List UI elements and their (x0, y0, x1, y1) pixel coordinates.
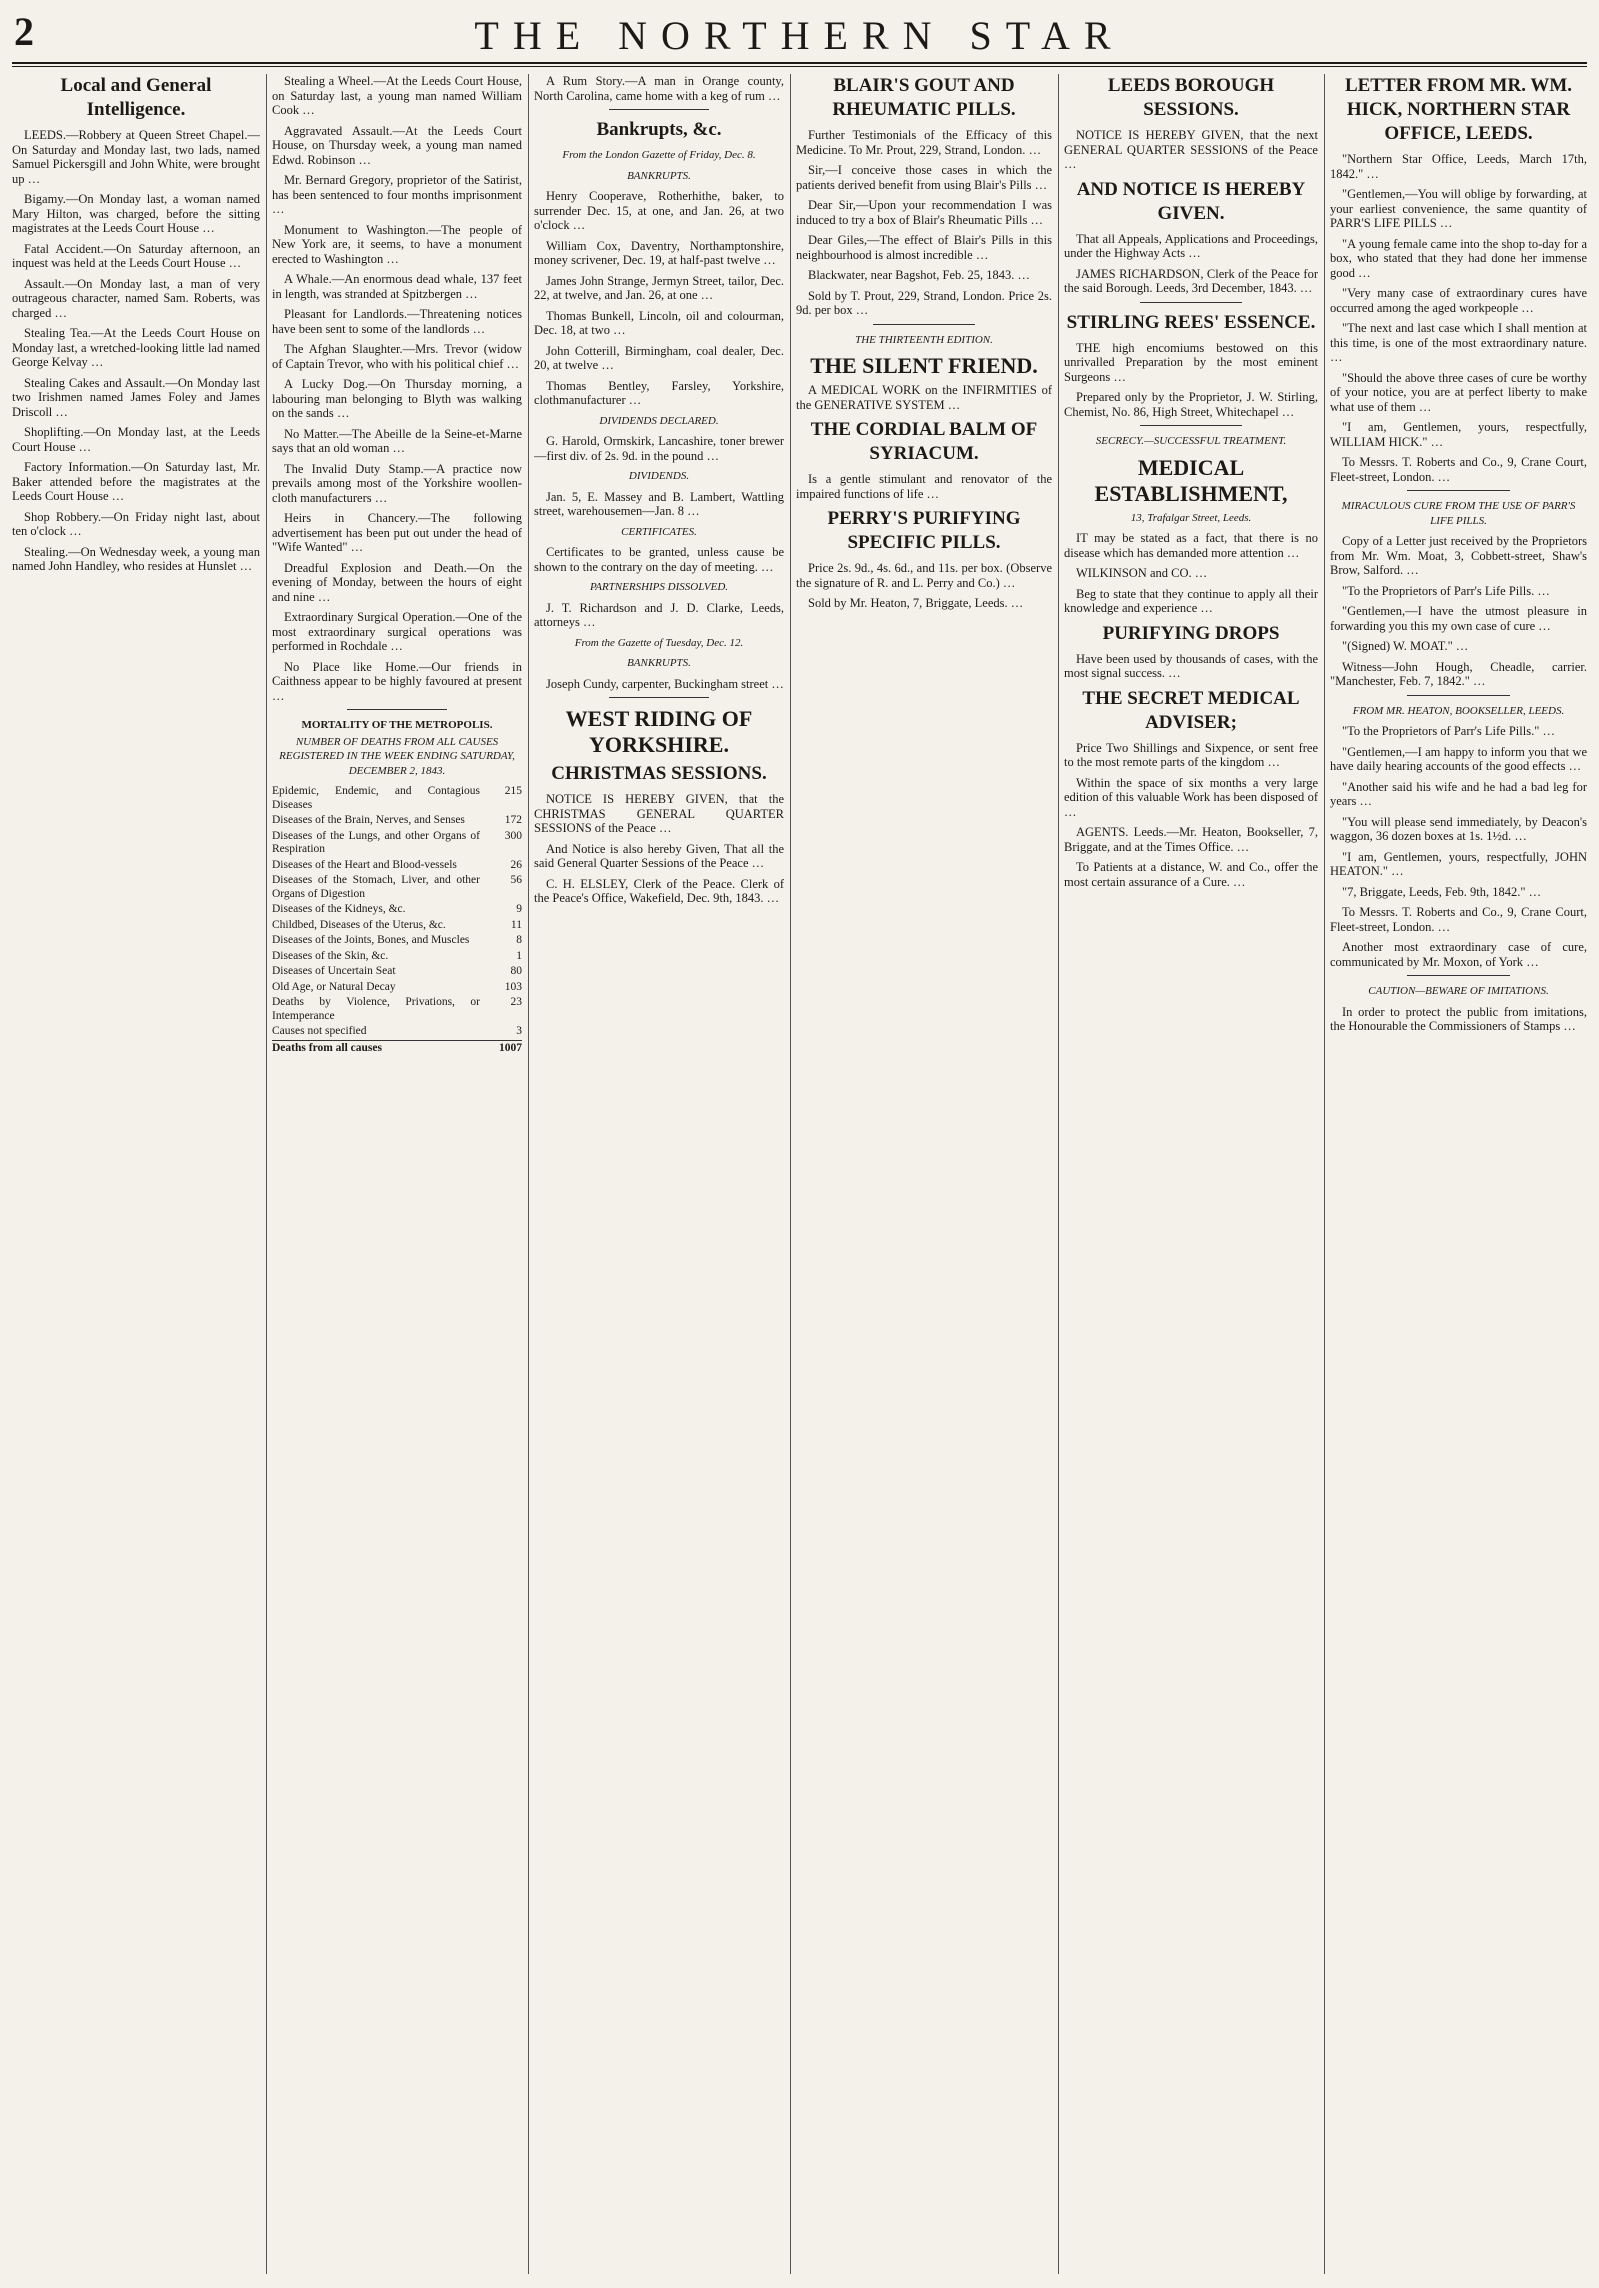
section-divider (1407, 490, 1510, 491)
section-divider (609, 109, 709, 110)
article-paragraph: Joseph Cundy, carpenter, Buckingham street … (534, 677, 784, 692)
count-cell: 9 (516, 903, 522, 915)
article-paragraph: "To the Proprietors of Parr's Life Pills. … (1330, 584, 1587, 599)
table-row (272, 995, 522, 1024)
article-paragraph: Bigamy.—On Monday last, a woman named Mary Hilton, was charged, before the sitting magistrates at the Leeds Court House … (12, 192, 260, 236)
cause-cell: Diseases of the Stomach, Liver, and other Organs of Digestion (272, 874, 480, 900)
table-row (272, 918, 522, 934)
article-paragraph: No Matter.—The Abeille de la Seine-et-Marne says that an old woman … (272, 427, 522, 456)
count-cell: 300 (504, 829, 522, 842)
page-number: 2 (14, 9, 34, 54)
subheading: From the Gazette of Tuesday, Dec. 12. (574, 636, 744, 649)
article-paragraph: To Messrs. T. Roberts and Co., 9, Crane Court, Fleet-street, London. … (1330, 905, 1587, 934)
mortality-caption: NUMBER OF DEATHS FROM ALL CAUSES REGISTERED IN THE WEEK ENDING SATURDAY, DECEMBER 2, 1843. (279, 735, 515, 777)
article-paragraph: Heirs in Chancery.—The following advertisement has been put out under the head of "Wife Wanted" … (272, 511, 522, 555)
table-row (272, 964, 522, 980)
article-paragraph: Beg to state that they continue to apply all their knowledge and experience … (1064, 587, 1318, 616)
table-row (272, 1024, 522, 1040)
article-paragraph: "Another said his wife and he had a bad leg for years … (1330, 780, 1587, 809)
table-row (272, 813, 522, 829)
article-paragraph: William Cox, Daventry, Northamptonshire, money scrivener, Dec. 19, at half-past twelve … (534, 239, 784, 268)
section-heading: BLAIR'S GOUT AND RHEUMATIC PILLS. (832, 75, 1016, 120)
table-row (272, 949, 522, 965)
subheading: From the London Gazette of Friday, Dec. 8. (562, 149, 756, 161)
section-divider (1407, 975, 1510, 976)
article-paragraph: JAMES RICHARDSON, Clerk of the Peace for the said Borough. Leeds, 3rd December, 1843. … (1064, 267, 1318, 296)
article-paragraph: Monument to Washington.—The people of New York are, it seems, to have a monument erected to Washington … (272, 223, 522, 267)
table-row (272, 829, 522, 858)
count-cell: 56 (510, 874, 522, 886)
column-2 (272, 74, 522, 2274)
subheading: DIVIDENDS. (628, 470, 690, 482)
article-paragraph: John Cotterill, Birmingham, coal dealer, Dec. 20, at twelve … (534, 344, 784, 373)
column-divider (528, 74, 529, 2274)
article-paragraph: The Invalid Duty Stamp.—A practice now prevails among most of the Yorkshire woollen-cloth manufacturers … (272, 462, 522, 506)
article-paragraph: Jan. 5, E. Massey and B. Lambert, Wattling street, warehousemen—Jan. 8 … (534, 490, 784, 519)
article-paragraph: The Afghan Slaughter.—Mrs. Trevor (widow of Captain Trevor, who with his political chief … (272, 342, 522, 371)
article-paragraph: A Rum Story.—A man in Orange county, North Carolina, came home with a keg of rum … (534, 74, 784, 103)
masthead-rule-thin (12, 66, 1587, 67)
mortality-table (272, 784, 522, 1056)
table-row (272, 873, 522, 902)
article-paragraph: Aggravated Assault.—At the Leeds Court House, on Thursday week, a young man named Edwd. Robinson … (272, 124, 522, 168)
article-paragraph: To Messrs. T. Roberts and Co., 9, Crane Court, Fleet-street, London. … (1330, 455, 1587, 484)
cause-cell: Diseases of the Joints, Bones, and Muscles (272, 934, 470, 946)
article-paragraph: A Whale.—An enormous dead whale, 137 feet in length, was stranded at Spitzbergen … (272, 272, 522, 301)
article-paragraph: "You will please send immediately, by Deacon's waggon, 36 dozen boxes at 1s. 1½d. … (1330, 815, 1587, 844)
table-row (272, 980, 522, 996)
count-cell: 26 (510, 858, 522, 871)
cause-cell: Epidemic, Endemic, and Contagious Diseases (272, 785, 480, 811)
count-cell: 11 (510, 918, 522, 931)
total-label: Deaths from all causes (272, 1040, 480, 1056)
article-paragraph: "To the Proprietors of Parr's Life Pills." … (1330, 724, 1587, 739)
article-paragraph: That all Appeals, Applications and Proceedings, under the Highway Acts … (1064, 232, 1318, 261)
section-divider (347, 709, 447, 710)
cause-cell: Diseases of the Kidneys, &c. (272, 903, 406, 915)
article-paragraph: Another most extraordinary case of cure, communicated by Mr. Moxon, of York … (1330, 940, 1587, 969)
article-paragraph: C. H. ELSLEY, Clerk of the Peace. Clerk of the Peace's Office, Wakefield, Dec. 9th, 1843. … (534, 877, 784, 906)
section-divider (1407, 695, 1510, 696)
subheading: MIRACULOUS CURE FROM THE USE OF PARR'S LIFE PILLS. (1341, 500, 1576, 527)
section-heading: Local and General Intelligence. (60, 75, 212, 120)
article-paragraph: WILKINSON and CO. … (1064, 566, 1318, 581)
section-divider (1140, 425, 1242, 426)
cause-cell: Diseases of the Brain, Nerves, and Senses (272, 814, 465, 826)
article-paragraph: "Northern Star Office, Leeds, March 17th, 1842." … (1330, 152, 1587, 181)
article-paragraph: G. Harold, Ormskirk, Lancashire, toner brewer—first div. of 2s. 9d. in the pound … (534, 434, 784, 463)
count-cell: 1 (516, 949, 522, 962)
count-cell: 215 (504, 785, 522, 797)
section-heading: THE CORDIAL BALM OF SYRIACUM. (810, 419, 1038, 464)
cause-cell: Childbed, Diseases of the Uterus, &c. (272, 918, 446, 931)
article-paragraph: In order to protect the public from imitations, the Honourable the Commissioners of Stamps … (1330, 1005, 1587, 1034)
article-paragraph: Sir,—I conceive those cases in which the patients derived benefit from using Blair's Pills … (796, 163, 1052, 192)
display-heading: THE SILENT FRIEND. (810, 353, 1038, 378)
article-paragraph: Stealing a Wheel.—At the Leeds Court House, on Saturday last, a young man named William Cook … (272, 74, 522, 118)
article-paragraph: Mr. Bernard Gregory, proprietor of the Satirist, has been sentenced to four months imprisonment … (272, 173, 522, 217)
section-heading: LEEDS BOROUGH SESSIONS. (1107, 75, 1275, 120)
table-row (272, 902, 522, 918)
section-divider (1140, 302, 1242, 303)
article-paragraph: Sold by Mr. Heaton, 7, Briggate, Leeds. … (796, 596, 1052, 611)
article-paragraph: And Notice is also hereby Given, That all the said General Quarter Sessions of the Peace … (534, 842, 784, 871)
section-heading: STIRLING REES' ESSENCE. (1066, 311, 1316, 333)
article-paragraph: Assault.—On Monday last, a man of very outrageous character, named Sam. Roberts, was charged … (12, 277, 260, 321)
article-paragraph: Dreadful Explosion and Death.—On the evening of Monday, between the hours of eight and nine … (272, 561, 522, 605)
article-paragraph: Witness—John Hough, Cheadle, carrier. "Manchester, Feb. 7, 1842." … (1330, 660, 1587, 689)
article-paragraph: Extraordinary Surgical Operation.—One of the most extraordinary surgical operations was performed in Rochdale … (272, 610, 522, 654)
article-paragraph: Sold by T. Prout, 229, Strand, London. Price 2s. 9d. per box … (796, 289, 1052, 318)
section-divider (609, 697, 709, 698)
mortality-table-block (272, 718, 522, 1056)
count-cell: 172 (504, 814, 522, 826)
article-paragraph: Pleasant for Landlords.—Threatening notices have been sent to some of the landlords … (272, 307, 522, 336)
cause-cell: Diseases of the Heart and Blood-vessels (272, 858, 457, 871)
subheading: CERTIFICATES. (621, 525, 697, 538)
column-divider (1058, 74, 1059, 2274)
article-paragraph: Henry Cooperave, Rotherhithe, baker, to surrender Dec. 15, at one, and Jan. 26, at two o'clock … (534, 189, 784, 233)
column-divider (790, 74, 791, 2274)
article-paragraph: Stealing Tea.—At the Leeds Court House on Monday last, a wretched-looking little lad named George Kelvay … (12, 326, 260, 370)
article-paragraph: Prepared only by the Proprietor, J. W. Stirling, Chemist, No. 86, High Street, Whitechapel … (1064, 390, 1318, 419)
count-cell: 8 (516, 934, 522, 946)
article-paragraph: "Very many case of extraordinary cures have occurred among the aged workpeople … (1330, 286, 1587, 315)
article-paragraph: AGENTS. Leeds.—Mr. Heaton, Bookseller, 7, Briggate, and at the Times Office. … (1064, 825, 1318, 854)
column-5 (1064, 74, 1318, 2274)
column-divider (266, 74, 267, 2274)
column-divider (1324, 74, 1325, 2274)
article-paragraph: Blackwater, near Bagshot, Feb. 25, 1843. … (796, 268, 1052, 283)
total-row (272, 1040, 522, 1056)
subheading: DIVIDENDS DECLARED. (599, 414, 719, 427)
article-paragraph: "Gentlemen,—You will oblige by forwarding, at your earliest convenience, the same quantity of PARR'S LIFE PILLS … (1330, 187, 1587, 231)
article-paragraph: Price Two Shillings and Sixpence, or sent free to the most remote parts of the kingdom … (1064, 741, 1318, 770)
article-paragraph: "I am, Gentlemen, yours, respectfully, WILLIAM HICK." … (1330, 420, 1587, 449)
article-paragraph: "Should the above three cases of cure be worthy of your notice, you are at perfect liberty to make what use of them … (1330, 371, 1587, 415)
article-paragraph: Price 2s. 9d., 4s. 6d., and 11s. per box. (Observe the signature of R. and L. Perry and Co.) … (796, 561, 1052, 590)
section-heading: Bankrupts, &c. (596, 119, 722, 140)
masthead: THE NORTHERN STAR (474, 13, 1125, 58)
column-1 (12, 74, 260, 2274)
subheading: BANKRUPTS. (627, 169, 691, 182)
article-paragraph: Factory Information.—On Saturday last, Mr. Baker attended before the magistrates at the Leeds Court House … (12, 460, 260, 504)
article-paragraph: Fatal Accident.—On Saturday afternoon, an inquest was held at the Leeds Court House … (12, 242, 260, 271)
article-paragraph: "I am, Gentlemen, yours, respectfully, JOHN HEATON." … (1330, 850, 1587, 879)
section-divider (873, 324, 975, 325)
section-heading: CHRISTMAS SESSIONS. (551, 763, 767, 784)
mortality-title: MORTALITY OF THE METROPOLIS. (301, 719, 493, 731)
article-paragraph: A MEDICAL WORK on the INFIRMITIES of the GENERATIVE SYSTEM … (796, 383, 1052, 412)
section-heading: THE SECRET MEDICAL ADVISER; (1082, 687, 1300, 733)
display-heading: WEST RIDING OF YORKSHIRE. (565, 706, 753, 757)
cause-cell: Causes not specified (272, 1025, 367, 1037)
article-paragraph: A Lucky Dog.—On Thursday morning, a labouring man belonging to Blyth was walking on the sands … (272, 377, 522, 421)
table-row (272, 933, 522, 949)
cause-cell: Diseases of the Skin, &c. (272, 949, 389, 962)
subheading: SECRECY.—SUCCESSFUL TREATMENT. (1095, 435, 1287, 447)
masthead-rule (12, 62, 1587, 64)
cause-cell: Deaths by Violence, Privations, or Intemperance (272, 996, 480, 1022)
cause-cell: Diseases of the Lungs, and other Organs of Respiration (272, 829, 480, 855)
count-cell: 103 (504, 980, 522, 993)
table-row (272, 784, 522, 813)
article-paragraph: James John Strange, Jermyn Street, tailor, Dec. 22, at twelve, and Jan. 26, at one … (534, 274, 784, 303)
section-heading: AND NOTICE IS HEREBY GIVEN. (1076, 178, 1306, 224)
count-cell: 3 (516, 1025, 522, 1037)
cause-cell: Diseases of Uncertain Seat (272, 965, 396, 977)
article-paragraph: "7, Briggate, Leeds, Feb. 9th, 1842." … (1330, 885, 1587, 900)
column-3 (534, 74, 784, 2274)
article-paragraph: Dear Giles,—The effect of Blair's Pills in this neighbourhood is almost incredible … (796, 233, 1052, 262)
subheading: FROM MR. HEATON, BOOKSELLER, LEEDS. (1352, 704, 1565, 717)
article-paragraph: IT may be stated as a fact, that there is no disease which has demanded more attention … (1064, 531, 1318, 560)
cause-cell: Old Age, or Natural Decay (272, 980, 396, 993)
article-paragraph: Dear Sir,—Upon your recommendation I was induced to try a box of Blair's Rheumatic Pills … (796, 198, 1052, 227)
article-paragraph: NOTICE IS HEREBY GIVEN, that the next GENERAL QUARTER SESSIONS of the Peace … (1064, 128, 1318, 172)
display-heading: MEDICAL ESTABLISHMENT, (1094, 454, 1288, 506)
article-paragraph: Certificates to be granted, unless cause be shown to the contrary on the day of meeting. … (534, 545, 784, 574)
subheading: CAUTION—BEWARE OF IMITATIONS. (1368, 985, 1549, 997)
article-paragraph: LEEDS.—Robbery at Queen Street Chapel.—On Saturday and Monday last, two lads, named Samuel Pickersgill and John White, were brought up … (12, 128, 260, 186)
article-paragraph: Within the space of six months a very large edition of this valuable Work has been disposed of … (1064, 776, 1318, 820)
article-paragraph: Thomas Bunkell, Lincoln, oil and colourman, Dec. 18, at two … (534, 309, 784, 338)
table-row (272, 858, 522, 874)
article-paragraph: THE high encomiums bestowed on this unrivalled Preparation by the most eminent Surgeons … (1064, 341, 1318, 385)
article-paragraph: Further Testimonials of the Efficacy of this Medicine. To Mr. Prout, 229, Strand, London. … (796, 128, 1052, 157)
article-paragraph: J. T. Richardson and J. D. Clarke, Leeds, attorneys … (534, 601, 784, 630)
subheading: BANKRUPTS. (627, 657, 691, 669)
article-paragraph: Copy of a Letter just received by the Proprietors from Mr. Wm. Moat, 3, Cobbett-street, Shaw's Brow, Salford. … (1330, 534, 1587, 578)
article-paragraph: To Patients at a distance, W. and Co., offer the most certain assurance of a Cure. … (1064, 860, 1318, 889)
subheading: 13, Trafalgar Street, Leeds. (1130, 511, 1252, 524)
section-heading: PURIFYING DROPS (1102, 622, 1280, 644)
article-paragraph: Have been used by thousands of cases, with the most signal success. … (1064, 652, 1318, 681)
article-paragraph: "Gentlemen,—I am happy to inform you that we have daily hearing accounts of the good effects … (1330, 745, 1587, 774)
article-paragraph: Is a gentle stimulant and renovator of the impaired functions of life … (796, 472, 1052, 501)
section-heading: PERRY'S PURIFYING SPECIFIC PILLS. (827, 508, 1021, 553)
column-4 (796, 74, 1052, 2274)
article-paragraph: "(Signed) W. MOAT." … (1330, 639, 1587, 654)
count-cell: 80 (510, 965, 522, 977)
article-paragraph: Thomas Bentley, Farsley, Yorkshire, clothmanufacturer … (534, 379, 784, 408)
article-paragraph: Stealing.—On Wednesday week, a young man named John Handley, who resides at Hunslet … (12, 545, 260, 574)
article-paragraph: Stealing Cakes and Assault.—On Monday last two Irishmen named James Foley and James Driscoll … (12, 376, 260, 420)
total-value: 1007 (480, 1040, 522, 1056)
article-paragraph: NOTICE IS HEREBY GIVEN, that the CHRISTMAS GENERAL QUARTER SESSIONS of the Peace … (534, 792, 784, 836)
article-paragraph: No Place like Home.—Our friends in Caithness appear to be highly favoured at present … (272, 660, 522, 704)
article-paragraph: Shoplifting.—On Monday last, at the Leeds Court House … (12, 425, 260, 454)
column-6 (1330, 74, 1587, 2274)
article-paragraph: "Gentlemen,—I have the utmost pleasure in forwarding you this my own case of cure … (1330, 604, 1587, 633)
article-paragraph: "A young female came into the shop to-day for a box, who stated that they had done her immense good … (1330, 237, 1587, 281)
article-paragraph: "The next and last case which I shall mention at this time, is one of the most extraordinary nature. … (1330, 321, 1587, 365)
section-heading: LETTER FROM MR. WM. HICK, NORTHERN STAR OFFICE, LEEDS. (1344, 75, 1573, 144)
count-cell: 23 (510, 996, 522, 1008)
subheading: THE THIRTEENTH EDITION. (855, 333, 993, 346)
subheading: PARTNERSHIPS DISSOLVED. (589, 581, 729, 593)
article-paragraph: Shop Robbery.—On Friday night last, about ten o'clock … (12, 510, 260, 539)
